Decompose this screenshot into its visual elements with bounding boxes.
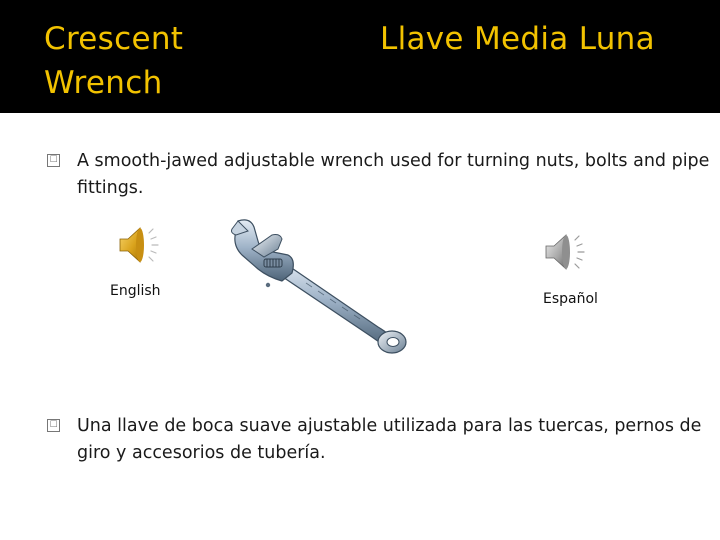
audio-label-spanish: Español xyxy=(543,291,598,307)
bullet-marker-icon: ☐ xyxy=(47,419,60,432)
title-english: Crescent Wrench xyxy=(44,21,184,101)
audio-label-english: English xyxy=(110,283,161,299)
title-spanish: Llave Media Luna xyxy=(380,21,655,57)
speaker-spanish-icon[interactable] xyxy=(544,230,592,274)
speaker-english-icon[interactable] xyxy=(118,223,166,267)
bullet-english xyxy=(47,148,717,202)
wrench-icon xyxy=(228,215,418,360)
bullet-marker-icon: ☐ xyxy=(47,154,60,167)
bullet-spanish xyxy=(47,413,717,467)
description-spanish: Una llave de boca suave ajustable utilizada para las tuercas, pernos de giro y accesorios de tubería. xyxy=(77,416,702,463)
description-english: A smooth-jawed adjustable wrench used for turning nuts, bolts and pipe fittings. xyxy=(77,151,710,198)
